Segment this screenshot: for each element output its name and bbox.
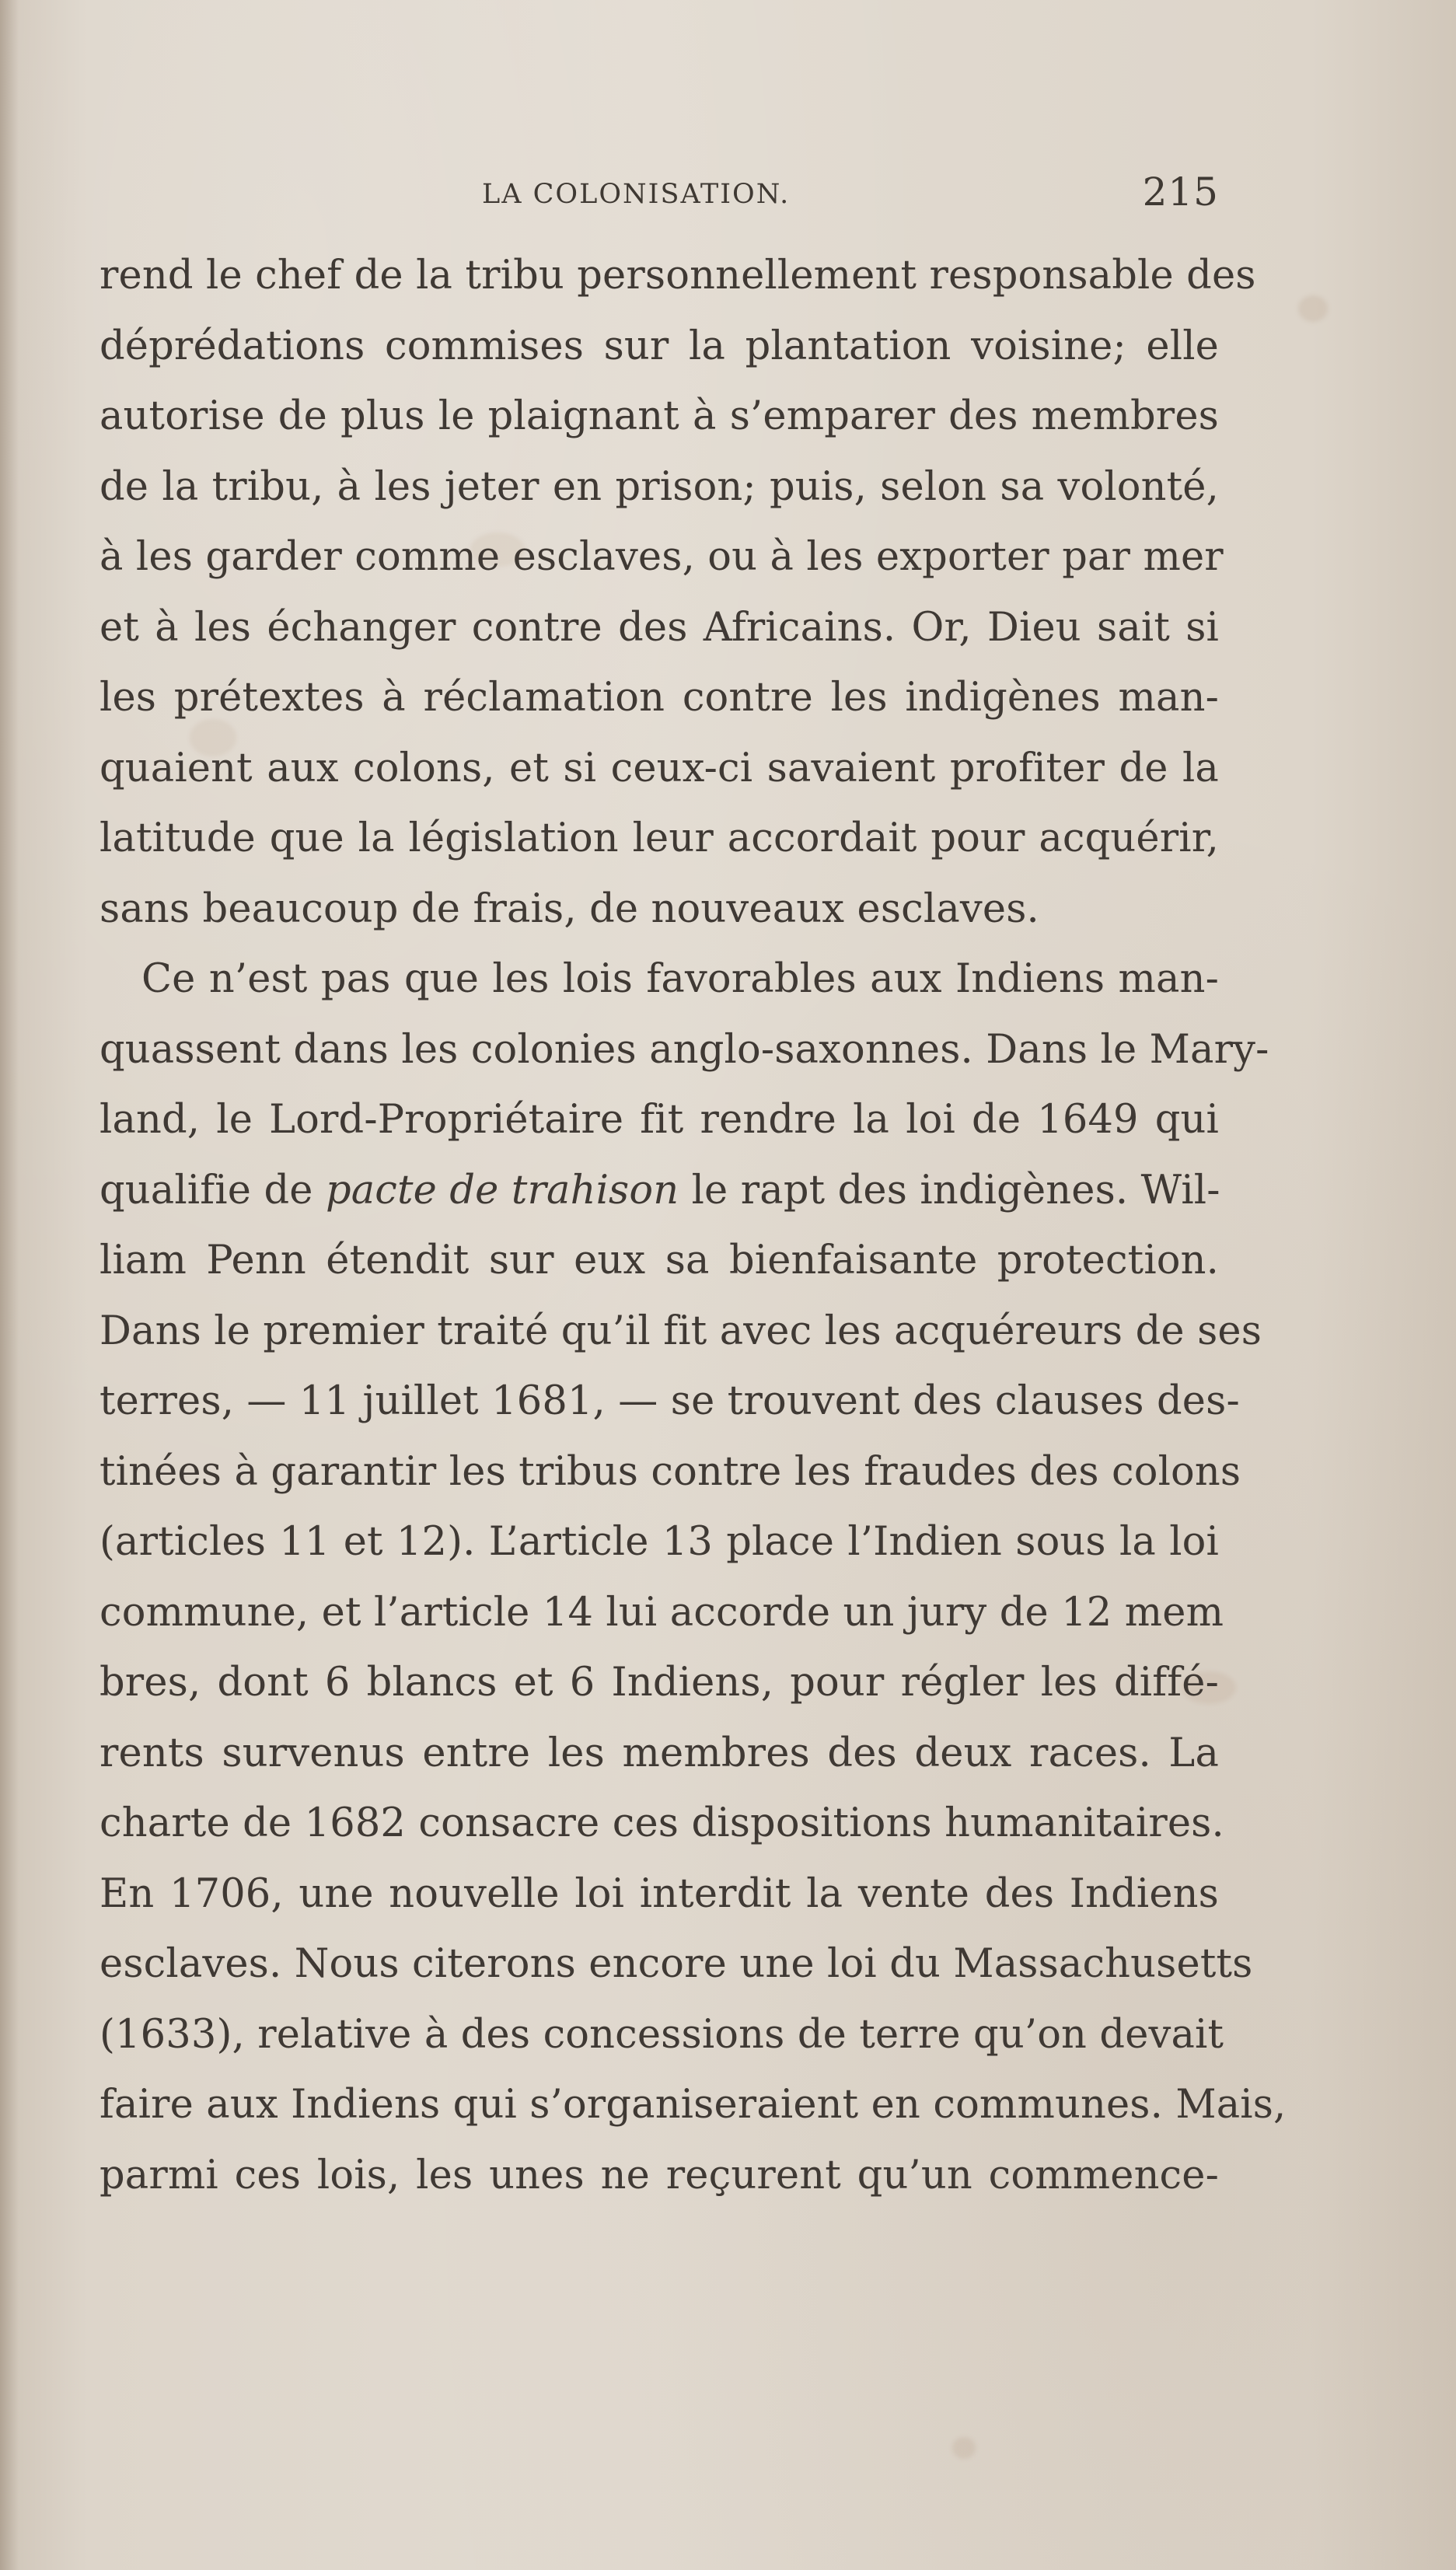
- text-line: sans beaucoup de frais, de nouveaux esclaves.: [100, 885, 1039, 932]
- text-line: rents survenus entre les membres des deux races. La: [100, 1730, 1219, 1776]
- text-line: quaient aux colons, et si ceux-ci savaient profiter de la: [100, 745, 1219, 791]
- paper-stain: [1298, 295, 1328, 322]
- text-line: autorise de plus le plaignant à s’emparer des membres: [100, 393, 1219, 439]
- text-line: rend le chef de la tribu personnellement responsable des: [100, 253, 1256, 299]
- text-line: quassent dans les colonies anglo-saxonnes. Dans le Mary-: [100, 1026, 1269, 1073]
- text-line: les prétextes à réclamation contre les indigènes man-: [100, 675, 1219, 721]
- text-line: liam Penn étendit sur eux sa bienfaisante protection.: [100, 1238, 1219, 1283]
- text-line: terres, — 11 juillet 1681, — se trouvent des clauses des-: [100, 1378, 1240, 1424]
- text-line: bres, dont 6 blancs et 6 Indiens, pour régler les diffé-: [100, 1660, 1219, 1706]
- line-after-italic: le rapt des indigènes. Wil-: [679, 1167, 1220, 1213]
- paragraph-1: [100, 241, 1256, 945]
- line-before-italic: qualifie de: [100, 1167, 326, 1213]
- text-line: esclaves. Nous citerons encore une loi du Massachusetts: [100, 1941, 1253, 1987]
- text-line: En 1706, une nouvelle loi interdit la vente des Indiens: [100, 1870, 1219, 1917]
- text-line: faire aux Indiens qui s’organiseraient en communes. Mais,: [100, 2082, 1287, 2128]
- text-line: commune, et l’article 14 lui accorde un jury de 12 mem: [100, 1589, 1224, 1636]
- text-line: Ce n’est pas que les lois favorables aux Indiens man-: [141, 956, 1219, 1002]
- running-header: [100, 169, 1219, 224]
- text-line: tinées à garantir les tribus contre les fraudes des colons: [100, 1448, 1241, 1495]
- text-line: (1633), relative à des concessions de terre qu’on devait: [100, 2011, 1224, 2058]
- text-line: déprédations commises sur la plantation voisine; elle: [100, 323, 1219, 369]
- paper-stain: [952, 2437, 976, 2459]
- running-title: LA COLONISATION.: [482, 179, 791, 210]
- text-line: (articles 11 et 12). L’article 13 place l’Indien sous la loi: [100, 1519, 1219, 1565]
- text-line: et à les échanger contre des Africains. Or, Dieu sait si: [100, 604, 1219, 651]
- text-line: parmi ces lois, les unes ne reçurent qu’un commence-: [100, 2152, 1219, 2198]
- text-line-with-italic: [100, 1156, 1219, 1227]
- page-number: 215: [1142, 169, 1219, 215]
- text-line: land, le Lord-Propriétaire fit rendre la loi de 1649 qui: [100, 1097, 1219, 1143]
- italic-phrase: pacte de trahison: [325, 1167, 679, 1213]
- text-line: latitude que la législation leur accordait pour acquérir,: [100, 815, 1219, 861]
- text-line: à les garder comme esclaves, ou à les exporter par mer: [100, 534, 1224, 580]
- body-text: [100, 241, 1287, 2211]
- text-line: charte de 1682 consacre ces dispositions humanitaires.: [100, 1800, 1224, 1846]
- text-line: de la tribu, à les jeter en prison; puis, selon sa volonté,: [100, 463, 1219, 510]
- paragraph-2: [100, 945, 1287, 2211]
- text-line: Dans le premier traité qu’il fit avec les acquéreurs de ses: [100, 1308, 1262, 1354]
